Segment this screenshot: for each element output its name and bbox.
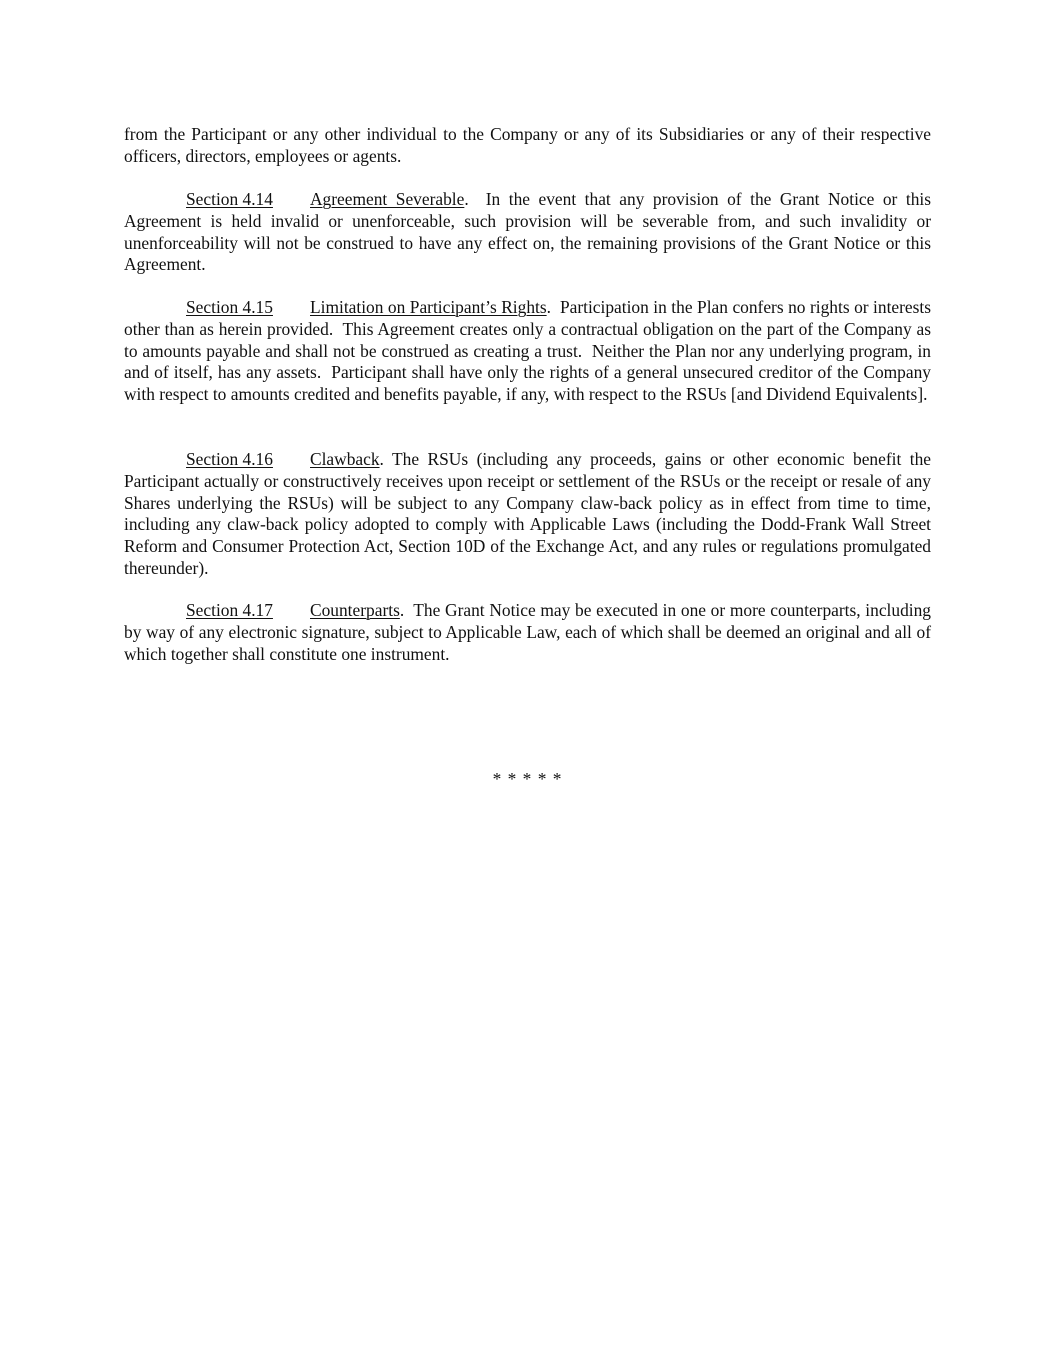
section-title-punct: . bbox=[399, 600, 405, 620]
section-body: The RSUs (including any proceeds, gains or other economic benefit the Participant actually or constructively receives upon receipt or settlement of the RSUs or the receipt or resale of any Shares underlying the RSUs) will be subject to any Company claw-back policy as in effect from time to time, including any claw-back policy adopted to comply with Applicable Laws (including the Dodd-Frank Wall Street Reform and Consumer Protection Act, Section 10D of the Exchange Act, and any rules or regulations promulgated thereunder). bbox=[124, 449, 936, 578]
section-title: Clawback bbox=[310, 449, 380, 469]
section-number: Section 4.15 bbox=[186, 297, 273, 317]
section-number: Section 4.17 bbox=[186, 600, 273, 620]
section-title-punct: . bbox=[546, 297, 551, 317]
section-body: Participation in the Plan confers no rights or interests other than as herein provided. This Agreement creates only a contractual obligation on the part of the Company as to amounts payable and shall not be construed as creating a trust. Neither the Plan nor any underlying program, in and of itself, has any assets. Participant shall have only the rights of a general unsecured creditor of the Company with respect to amounts credited and benefits payable, if any, with respect to the RSUs [and Dividend Equivalents]. bbox=[124, 297, 936, 405]
section-title: Agreement Severable bbox=[310, 189, 465, 209]
end-of-document-mark: * * * * * bbox=[492, 769, 563, 789]
section-4-17-paragraph bbox=[124, 600, 936, 665]
section-number: Section 4.14 bbox=[186, 189, 273, 209]
section-body: The Grant Notice may be executed in one or more counterparts, including by way of any electronic signature, subject to Applicable Law, each of which shall be deemed an original and all of which together shall constitute one instrument. bbox=[124, 600, 936, 664]
section-title: Limitation on Participant’s Rights bbox=[310, 297, 547, 317]
section-number: Section 4.16 bbox=[186, 449, 273, 469]
section-title-punct: . bbox=[464, 189, 469, 209]
section-title: Counterparts bbox=[310, 600, 400, 620]
section-4-16-paragraph bbox=[124, 449, 936, 580]
section-4-14-paragraph bbox=[124, 189, 936, 276]
section-body: In the event that any provision of the Grant Notice or this Agreement is held invalid or unenforceable, such provision will be severable from, and such invalidity or unenforceability will not be construed to have any effect on, the remaining provisions of the Grant Notice or this Agreement. bbox=[124, 189, 936, 275]
section-4-15-paragraph bbox=[124, 297, 936, 406]
continuation-text: from the Participant or any other individual to the Company or any of its Subsidiaries or any of their respective officers, directors, employees or agents. bbox=[124, 124, 931, 166]
continuation-paragraph bbox=[124, 124, 931, 168]
section-title-punct: . bbox=[379, 449, 384, 469]
